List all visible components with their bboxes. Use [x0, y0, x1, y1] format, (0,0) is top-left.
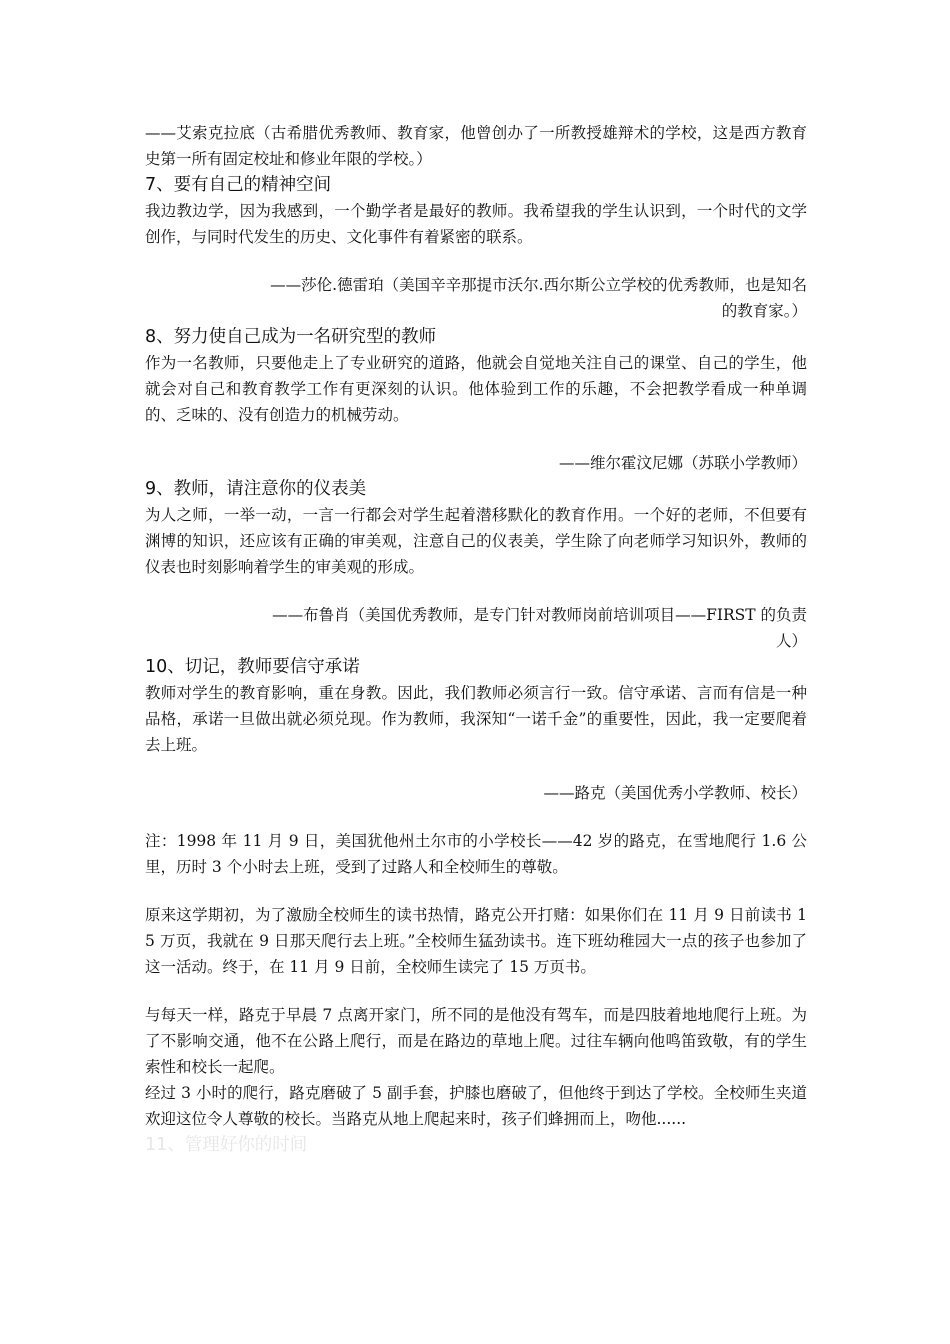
body-paragraph: 与每天一样，路克于早晨 7 点离开家门，所不同的是他没有驾车，而是四肢着地地爬行上班。为了不影响交通，他不在公路上爬行，而是在路边的草地上爬。过往车辆向他鸣笛致敬，有的学生索性和校长一起爬。	[145, 1006, 807, 1076]
attribution-line: ——路克（美国优秀小学教师、校长）	[543, 784, 807, 802]
body-paragraph: 作为一名教师，只要他走上了专业研究的道路，他就会自觉地关注自己的课堂、自己的学生，他就会对自己和教育教学工作有更深刻的认识。他体验到工作的乐趣，不会把教学看成一种单调的、乏味的、没有创造力的机械劳动。	[145, 354, 807, 424]
quote-attribution	[145, 272, 807, 324]
paragraph-gap	[145, 880, 807, 902]
attribution-line: ——维尔霍汶尼娜（苏联小学教师）	[558, 454, 807, 472]
paragraph-gap	[145, 428, 807, 450]
body-paragraph: 为人之师，一举一动，一言一行都会对学生起着潜移默化的教育作用。一个好的老师，不但要有渊博的知识，还应该有正确的审美观，注意自己的仪表美，学生除了向老师学习知识外，教师的仪表也时刻影响着学生的审美观的形成。	[145, 506, 807, 576]
attribution-line: ——莎伦.德雷珀（美国辛辛那提市沃尔.西尔斯公立学校的优秀教师，也是知名	[270, 276, 807, 294]
paragraph-gap	[145, 980, 807, 1002]
quote-attribution	[145, 450, 807, 476]
body-paragraph: ——艾索克拉底（古希腊优秀教师、教育家，他曾创办了一所教授雄辩术的学校，这是西方教育史第一所有固定校址和修业年限的学校。）	[145, 124, 807, 168]
attribution-line: 人）	[775, 632, 807, 650]
paragraph-gap	[145, 250, 807, 272]
section-heading: 7、要有自己的精神空间	[145, 175, 332, 195]
body-paragraph: 教师对学生的教育影响，重在身教。因此，我们教师必须言行一致。信守承诺、言而有信是一种品格，承诺一旦做出就必须兑现。作为教师，我深知“一诺千金”的重要性，因此，我一定要爬着去上班。	[145, 684, 807, 754]
paragraph-gap	[145, 580, 807, 602]
document-body	[145, 120, 807, 1158]
quote-attribution	[145, 602, 807, 654]
attribution-line: 的教育家。）	[721, 302, 807, 320]
section-heading: 9、教师，请注意你的仪表美	[145, 479, 367, 499]
body-paragraph: 注：1998 年 11 月 9 日，美国犹他州土尔市的小学校长——42 岁的路克，在雪地爬行 1.6 公里，历时 3 个小时去上班，受到了过路人和全校师生的尊敬。	[145, 832, 807, 876]
quote-attribution	[145, 780, 807, 806]
body-paragraph: 经过 3 小时的爬行，路克磨破了 5 副手套，护膝也磨破了，但他终于到达了学校。全校师生夹道欢迎这位令人尊敬的校长。当路克从地上爬起来时，孩子们蜂拥而上，吻他......	[145, 1084, 807, 1128]
body-paragraph: 我边教边学，因为我感到，一个勤学者是最好的教师。我希望我的学生认识到，一个时代的文学创作，与同时代发生的历史、文化事件有着紧密的联系。	[145, 202, 807, 246]
section-heading: 11、管理好你的时间	[145, 1135, 308, 1155]
paragraph-gap	[145, 806, 807, 828]
body-paragraph: 原来这学期初，为了激励全校师生的读书热情，路克公开打赌：如果你们在 11 月 9 日前读书 15 万页，我就在 9 日那天爬行去上班。”全校师生猛劲读书。连下班幼稚园大一点的孩子也参加了这一活动。终于，在 11 月 9 日前，全校师生读完了 15 万页书。	[145, 906, 807, 976]
section-heading: 8、努力使自己成为一名研究型的教师	[145, 327, 437, 347]
section-heading: 10、切记，教师要信守承诺	[145, 657, 360, 677]
paragraph-gap	[145, 758, 807, 780]
attribution-line: ——布鲁肖（美国优秀教师，是专门针对教师岗前培训项目——FIRST 的负责	[272, 606, 807, 624]
